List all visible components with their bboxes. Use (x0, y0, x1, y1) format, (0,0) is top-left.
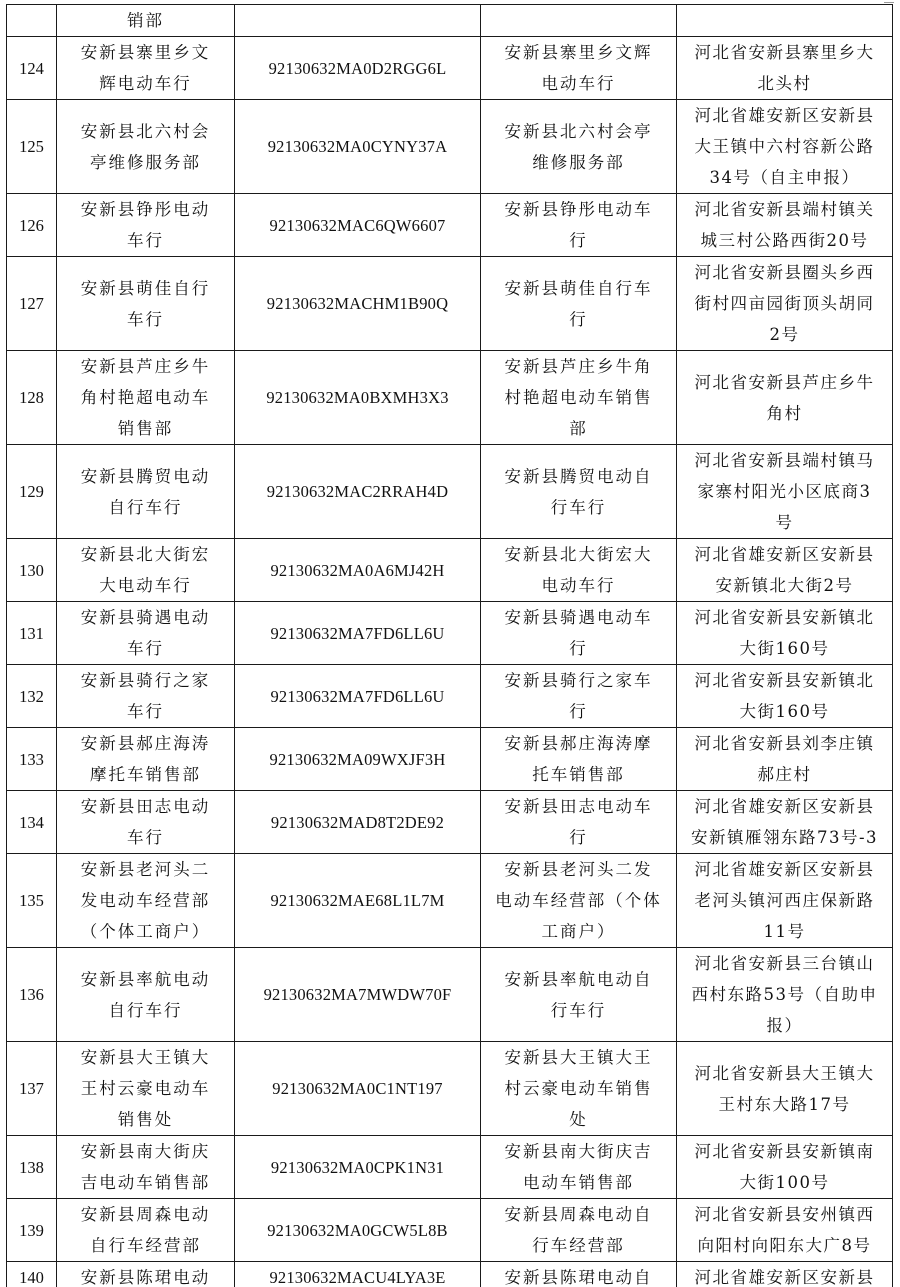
address-cell: 河北省安新县刘李庄镇 郝庄村 (677, 728, 893, 791)
credit-code-cell: 92130632MACHM1B90Q (235, 257, 481, 351)
address-cell: 河北省安新县圈头乡西 街村四亩园街顶头胡同 2号 (677, 257, 893, 351)
address-cell: 河北省安新县安新镇北 大街160号 (677, 602, 893, 665)
business-name-cell: 安新县田志电动 车行 (57, 791, 235, 854)
operator-name-cell: 安新县老河头二发 电动车经营部（个体 工商户） (481, 854, 677, 948)
row-number-cell: 138 (7, 1136, 57, 1199)
business-name-cell: 安新县寨里乡文 辉电动车行 (57, 37, 235, 100)
table-row-fragment (7, 5, 893, 37)
address-cell: 河北省安新县安州镇西 向阳村向阳东大广8号 (677, 1199, 893, 1262)
row-number-cell: 128 (7, 351, 57, 445)
table-row (7, 791, 893, 854)
row-number-cell: 140 (7, 1262, 57, 1287)
operator-name-cell: 安新县大王镇大王 村云豪电动车销售 处 (481, 1042, 677, 1136)
credit-code-cell: 92130632MA0CYNY37A (235, 100, 481, 194)
table-row (7, 728, 893, 791)
operator-name-cell: 安新县南大街庆吉 电动车销售部 (481, 1136, 677, 1199)
table-row (7, 37, 893, 100)
credit-code-cell: 92130632MAD8T2DE92 (235, 791, 481, 854)
credit-code-cell: 92130632MA0C1NT197 (235, 1042, 481, 1136)
table-row (7, 100, 893, 194)
table-row (7, 1136, 893, 1199)
address-cell (677, 5, 893, 37)
table-row (7, 539, 893, 602)
table-row (7, 854, 893, 948)
address-cell: 河北省安新县寨里乡大 北头村 (677, 37, 893, 100)
credit-code-cell (235, 5, 481, 37)
operator-name-cell: 安新县芦庄乡牛角 村艳超电动车销售 部 (481, 351, 677, 445)
table-row (7, 602, 893, 665)
row-number-cell (7, 5, 57, 37)
operator-name-cell: 安新县郝庄海涛摩 托车销售部 (481, 728, 677, 791)
address-cell: 河北省安新县大王镇大 王村东大路17号 (677, 1042, 893, 1136)
table-row (7, 665, 893, 728)
table-row (7, 351, 893, 445)
registration-table (6, 4, 893, 1287)
credit-code-cell: 92130632MA7FD6LL6U (235, 602, 481, 665)
table-row (7, 194, 893, 257)
table-row (7, 1262, 893, 1287)
row-number-cell: 125 (7, 100, 57, 194)
credit-code-cell: 92130632MA09WXJF3H (235, 728, 481, 791)
credit-code-cell: 92130632MA0D2RGG6L (235, 37, 481, 100)
row-number-cell: 131 (7, 602, 57, 665)
business-name-cell: 安新县芦庄乡牛 角村艳超电动车 销售部 (57, 351, 235, 445)
row-number-cell: 126 (7, 194, 57, 257)
row-number-cell: 137 (7, 1042, 57, 1136)
table-row (7, 948, 893, 1042)
table-row (7, 445, 893, 539)
page-edge-mark (884, 2, 894, 3)
operator-name-cell: 安新县腾贸电动自 行车行 (481, 445, 677, 539)
table-body (7, 5, 893, 1287)
operator-name-cell: 安新县田志电动车 行 (481, 791, 677, 854)
row-number-cell: 129 (7, 445, 57, 539)
address-cell: 河北省安新县三台镇山 西村东路53号（自助申 报） (677, 948, 893, 1042)
business-name-cell: 安新县陈珺电动 (57, 1262, 235, 1287)
operator-name-cell (481, 5, 677, 37)
business-name-cell: 安新县萌佳自行 车行 (57, 257, 235, 351)
address-cell: 河北省雄安新区安新县 (677, 1262, 893, 1287)
address-cell: 河北省安新县端村镇马 家寨村阳光小区底商3 号 (677, 445, 893, 539)
credit-code-cell: 92130632MA7FD6LL6U (235, 665, 481, 728)
address-cell: 河北省安新县安新镇南 大街100号 (677, 1136, 893, 1199)
row-number-cell: 130 (7, 539, 57, 602)
business-name-cell: 安新县率航电动 自行车行 (57, 948, 235, 1042)
business-name-cell: 安新县北大街宏 大电动车行 (57, 539, 235, 602)
row-number-cell: 139 (7, 1199, 57, 1262)
operator-name-cell: 安新县率航电动自 行车行 (481, 948, 677, 1042)
row-number-cell: 132 (7, 665, 57, 728)
credit-code-cell: 92130632MA0A6MJ42H (235, 539, 481, 602)
row-number-cell: 134 (7, 791, 57, 854)
table-row (7, 1042, 893, 1136)
business-name-cell: 安新县铮彤电动 车行 (57, 194, 235, 257)
operator-name-cell: 安新县周森电动自 行车经营部 (481, 1199, 677, 1262)
credit-code-cell: 92130632MACU4LYA3E (235, 1262, 481, 1287)
operator-name-cell: 安新县北大街宏大 电动车行 (481, 539, 677, 602)
address-cell: 河北省雄安新区安新县 安新镇雁翎东路73号-3 (677, 791, 893, 854)
credit-code-cell: 92130632MAC6QW6607 (235, 194, 481, 257)
address-cell: 河北省雄安新区安新县 大王镇中六村容新公路 34号（自主申报） (677, 100, 893, 194)
credit-code-cell: 92130632MA0BXMH3X3 (235, 351, 481, 445)
business-name-cell: 安新县北六村会 亭维修服务部 (57, 100, 235, 194)
operator-name-cell: 安新县铮彤电动车 行 (481, 194, 677, 257)
operator-name-cell: 安新县骑行之家车 行 (481, 665, 677, 728)
row-number-cell: 133 (7, 728, 57, 791)
business-name-cell: 安新县大王镇大 王村云豪电动车 销售处 (57, 1042, 235, 1136)
business-name-cell: 安新县老河头二 发电动车经营部 （个体工商户） (57, 854, 235, 948)
business-name-cell: 安新县南大街庆 吉电动车销售部 (57, 1136, 235, 1199)
operator-name-cell: 安新县北六村会亭 维修服务部 (481, 100, 677, 194)
row-number-cell: 124 (7, 37, 57, 100)
address-cell: 河北省安新县芦庄乡牛 角村 (677, 351, 893, 445)
business-name-cell: 安新县骑遇电动 车行 (57, 602, 235, 665)
business-name-cell: 安新县骑行之家 车行 (57, 665, 235, 728)
business-name-cell: 安新县腾贸电动 自行车行 (57, 445, 235, 539)
operator-name-cell: 安新县萌佳自行车 行 (481, 257, 677, 351)
operator-name-cell: 安新县骑遇电动车 行 (481, 602, 677, 665)
credit-code-cell: 92130632MA0CPK1N31 (235, 1136, 481, 1199)
table-row (7, 1199, 893, 1262)
credit-code-cell: 92130632MA0GCW5L8B (235, 1199, 481, 1262)
operator-name-cell: 安新县陈珺电动自 (481, 1262, 677, 1287)
credit-code-cell: 92130632MAC2RRAH4D (235, 445, 481, 539)
operator-name-cell: 安新县寨里乡文辉 电动车行 (481, 37, 677, 100)
credit-code-cell: 92130632MA7MWDW70F (235, 948, 481, 1042)
business-name-cell: 安新县郝庄海涛 摩托车销售部 (57, 728, 235, 791)
address-cell: 河北省雄安新区安新县 安新镇北大街2号 (677, 539, 893, 602)
address-cell: 河北省安新县安新镇北 大街160号 (677, 665, 893, 728)
credit-code-cell: 92130632MAE68L1L7M (235, 854, 481, 948)
business-name-cell: 安新县周森电动 自行车经营部 (57, 1199, 235, 1262)
business-name-cell: 销部 (57, 5, 235, 37)
row-number-cell: 127 (7, 257, 57, 351)
table-row (7, 257, 893, 351)
address-cell: 河北省雄安新区安新县 老河头镇河西庄保新路 11号 (677, 854, 893, 948)
address-cell: 河北省安新县端村镇关 城三村公路西街20号 (677, 194, 893, 257)
row-number-cell: 136 (7, 948, 57, 1042)
row-number-cell: 135 (7, 854, 57, 948)
